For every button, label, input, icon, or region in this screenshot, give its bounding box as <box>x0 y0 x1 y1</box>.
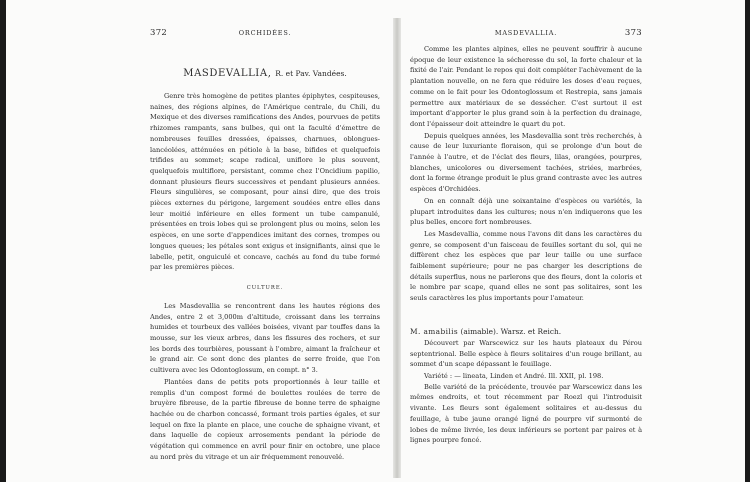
culture-paragraph-1: Les Masdevallia se rencontrent dans les hautes régions des Andes, entre 2 et 3,000m d'altitude, croissant dans les terrains humides et tourbeux des vallées boisées, vivant par touffes dans la mousse, sur les vieux arbres, dans les fissures des rochers, et sur les bords des tourbières, poussant à l'ombre, aimant la fraîcheur et le grand air. Ce sont donc des plantes de serre froide, que l'on cultivera avec les Odontoglossum, en compt. n° 3. <box>150 301 380 375</box>
left-running-head <box>150 28 380 42</box>
left-page <box>150 28 380 468</box>
species-entry <box>410 326 642 337</box>
right-running-head <box>410 28 642 42</box>
species-suffix: (aimable). Warsz. et Reich. <box>460 326 562 336</box>
right-running-title: MASDEVALLIA. <box>494 29 558 37</box>
left-page-number: 372 <box>150 28 168 38</box>
species-name: M. amabilis <box>410 326 459 336</box>
species-description: Découvert par Warscewicz sur les hauts plateaux du Pérou septentrional. Belle espèce à fleurs solitaires d'un rouge brillant, au sommet d'un scape dépassant le feuillage. <box>410 338 642 369</box>
right-page <box>410 28 642 468</box>
culture-paragraph-2: Plantées dans de petits pots proportionnés à leur taille et remplis d'un compost formé de boulettes roulées de terre de bruyère fibreuse, de la partie fibreuse de bonne terre de sphaigne hachée ou de charbon concassé, formant trois parties égales, et sur lequel on fixe la plante en place, une couche de sphaigne vivant, et dans laquelle de copieux arrosements pendant la période de végétation qui commence en avril pour finir en octobre, une place au nord près du vitrage et un air fréquemment renouvelé. <box>150 377 380 461</box>
variety-description: Belle variété de la précédente, trouvée par Warscewicz dans les mêmes endroits, et tout récemment par Roezl qui l'introduisit vivante. Les fleurs sont également solitaires et au-dessus du feuillage, à tube jaune orangé ligné de pourpre vif surmonté de lobes de même livrée, les deux inférieurs se portent par paires et à lignes pourpre foncé. <box>410 382 642 445</box>
right-paragraph-2: Depuis quelques années, les Masdevallia sont très recherchés, à cause de leur luxuriante floraison, qui se prolonge d'un bout de l'année à l'autre, et de l'éclat des fleurs, lilas, orangées, pourpres, blanches, unicolores ou diversement tachées, striées, marbrées, dont la forme étrange produit le plus grand contraste avec les autres espèces d'Orchidées. <box>410 131 642 194</box>
right-paragraph-3: On en connaît déjà une soixantaine d'espèces ou variétés, la plupart introduites dans les cultures; nous n'en indiquerons que les plus belles, encore fort nombreuses. <box>410 196 642 227</box>
left-running-title: ORCHIDÉES. <box>238 29 292 37</box>
right-page-number: 373 <box>624 28 642 38</box>
variety-line: Variété : — lineata, Linden et André. Ill. XXII, pl. 198. <box>424 371 604 380</box>
genus-heading: MASDEVALLIA, R. et Pav. Vandées. <box>183 68 347 79</box>
book-gutter <box>393 18 401 478</box>
genus-name: MASDEVALLIA <box>183 68 268 79</box>
scan-border-left <box>0 0 6 482</box>
culture-section-label: CULTURE. <box>246 284 284 291</box>
genus-authority: R. et Pav. Vandées. <box>275 69 347 78</box>
right-paragraph-4: Les Masdevallia, comme nous l'avons dit dans les caractères du genre, se composent d'un faisceau de feuilles sortant du sol, qui ne diffèrent chez les espèces que par leur taille ou une surface faiblement supérieure; pour ne pas charger les descriptions de détails superflus, nous ne parlerons que des fleurs, dont la coloris et le nombre par scape, quand elles ne sont pas solitaires, sont les seuls caractères les plus importants pour l'amateur. <box>410 229 642 303</box>
genus-description: Genre très homogène de petites plantes épiphytes, cespiteuses, naines, des régions alpines, de l'Amérique centrale, du Chili, du Mexique et des diverses ramifications des Andes, pourvues de petits rhizomes rampants, sans bulbes, qui ont la faculté d'émettre de nombreuses feuilles dressées, épaisses, charnues, oblongues-lancéolées, atténuées en pétiole à la base, bifides et quelquefois trifides au sommet; scape radical, uniflore le plus souvent, quelquefois multiflore, persistant, comme chez l'Oncidium papilio, donnant plusieurs fleurs successives et pendant plusieurs années. Fleurs singulières, se composant, pour ainsi dire, que des trois pièces externes du périgone, largement soudées entre elles dans leur moitié inférieure en elles forment un tube campanulé, présentées en trois lobes qui se prolongent plus ou moins, selon les espèces, en une sorte d'appendices imitant des cornes, trompes ou longues queues; les pétales sont exigus et insignifiants, ainsi que le labelle, petit, onguiculé et concave, cachés au fond du tube formé par les premières pièces. <box>150 92 380 272</box>
scan-border-right <box>745 0 750 482</box>
right-paragraph-1: Comme les plantes alpines, elles ne peuvent souffrir à aucune époque de leur existence la sécheresse du sol, la forte chaleur et la fixité de l'air. Pendant le repos qui doit compléter l'achèvement de la plantation nouvelle, on ne fera que réduire les doses d'eau reçues, comme on le fait pour les Odontoglossum et Restrepia, sans jamais permettre aux matériaux de se dessécher. C'est surtout il est important d'apporter le plus grand soin à la perfection du drainage, dont l'épaisseur doit atteindre le quart du pot. <box>410 45 642 128</box>
